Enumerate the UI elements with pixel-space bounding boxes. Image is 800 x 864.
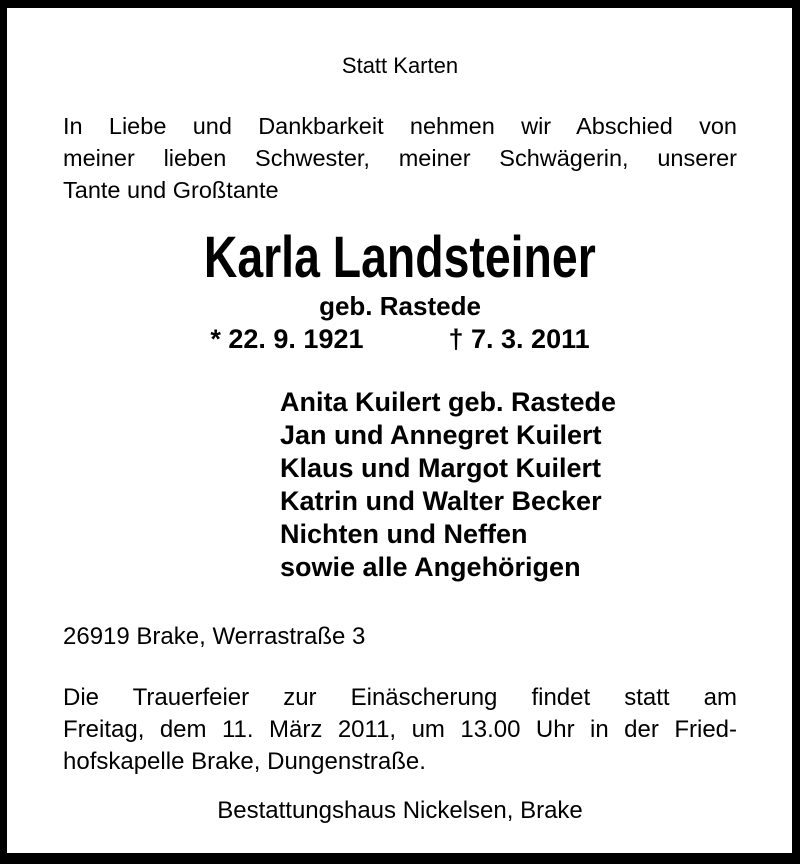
life-dates-row xyxy=(63,324,737,354)
death-date: † 7. 3. 2011 xyxy=(448,324,590,354)
intro-paragraph xyxy=(63,110,737,206)
mourner-line: Katrin und Walter Becker xyxy=(280,486,602,516)
deceased-name: Karla Landsteiner xyxy=(203,225,596,290)
intro-line: In Liebe und Dankbarkeit nehmen wir Abschied von xyxy=(63,113,737,139)
funeral-line: Freitag, dem 11. März 2011, um 13.00 Uhr in der Fried- xyxy=(63,716,737,743)
mourner-line: Jan und Annegret Kuilert xyxy=(280,420,602,450)
mourner-line: Klaus und Margot Kuilert xyxy=(280,453,602,483)
funeral-home-line: Bestattungshaus Nickelsen, Brake xyxy=(217,797,583,824)
intro-line: meiner lieben Schwester, meiner Schwägerin, unserer xyxy=(63,145,737,171)
funeral-paragraph xyxy=(63,682,737,778)
intro-line: Tante und Großtante xyxy=(63,177,279,203)
mourner-line: Anita Kuilert geb. Rastede xyxy=(280,387,617,417)
mourner-line: Nichten und Neffen xyxy=(280,519,528,549)
funeral-line: Die Trauerfeier zur Einäscherung findet statt am xyxy=(63,684,737,711)
mourners-list xyxy=(63,386,737,584)
address-line: 26919 Brake, Werrastraße 3 xyxy=(63,623,366,650)
funeral-line: hofskapelle Brake, Dungenstraße. xyxy=(63,748,426,775)
mourner-line: sowie alle Angehörigen xyxy=(280,552,581,582)
maiden-name: geb. Rastede xyxy=(319,291,481,321)
obituary-page xyxy=(7,8,792,853)
birth-date: * 22. 9. 1921 xyxy=(210,324,364,354)
deceased-name-wrap xyxy=(63,225,737,290)
preheader-statt-karten: Statt Karten xyxy=(341,53,459,78)
